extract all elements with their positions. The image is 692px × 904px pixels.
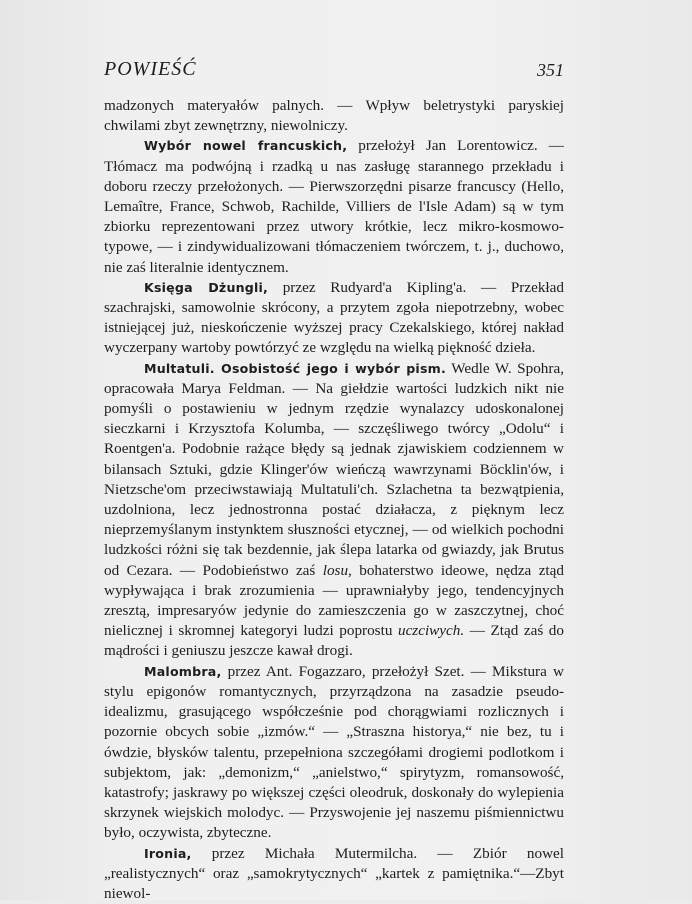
review-title: Księga Dżungli, <box>144 279 269 295</box>
italic-emphasis: losu, <box>322 561 352 579</box>
paragraph-text: — Ztąd zaś do mądrości i geniuszu jeszcze kawał drogi. <box>104 622 564 660</box>
body-text <box>104 96 564 904</box>
review-title: Multatuli. Osobistość jego i wybór pism. <box>144 360 446 376</box>
paragraph-text: przez Ant. Fogazzaro, przełożył Szet. — Mikstura w stylu epigonów romantycznych, przyrządzona na zasadzie pseudo-idealizmu, grasującego współcześnie pod chorągwiami rozlicznych i pozornie obcych sobie „izmów.“ — „Straszna historya,“ nie bez, tu i ówdzie, błysków talentu, przepełniona szczegółami drogiemi podlotkom i subjektom, jak: „demonizm,“ „anielstwo,“ spirytyzm, romansowość, katastrofy; jaskrawy po większej części oleodruk, doskonały do wylepienia skrzynek wiejskich molodyc. — Przyswojenie jej naszemu piśmiennictwu było, oczywista, zbyteczne. <box>104 662 564 842</box>
review-title: Malombra, <box>144 663 222 679</box>
review-wybor-nowel <box>104 136 564 277</box>
paragraph-text: Wedle W. Spohra, opracowała Marya Feldman. — Na giełdzie wartości ludzkich nikt nie pomyśli o postawieniu w jednym rzędzie wynalazcy udoskonalonej sieczkarni i Krzysztofa Kolumba, — szczęśliwego twórcy „Odolu“ i Roentgen'a. Podobnie rażące błędy są jednak zjawiskiem codziennem w bilansach Sztuki, gdzie Klinger'ów wieńczą wawrzynami Böcklin'ów, i Nietzsche'om przeciwstawiają Multatuli'ch. Szlachetna ta bezwątpienia, uzdolniona, lecz jednostronna postać działacza, z pięknym lecz nieprzemyślanym instynktem słuszności etycznej, — od wielkich pochodni ludzkości różni się tak bezdennie, jak ślepa latarka od gwiazdy, jak Brutus od Cezara. — Podobieństwo zaś <box>104 359 564 579</box>
review-ksiega-dzungli <box>104 278 564 359</box>
running-head-title: POWIEŚĆ <box>104 58 197 80</box>
review-malombra <box>104 662 564 844</box>
page-number: 351 <box>537 60 564 80</box>
running-head <box>104 58 564 82</box>
italic-emphasis: uczciwych. <box>397 622 465 640</box>
review-title: Wybór nowel francuskich, <box>144 138 348 154</box>
paragraph-continuation <box>104 96 564 136</box>
review-title: Ironia, <box>144 845 192 861</box>
paragraph-text: przełożył Jan Lorentowicz. — Tłómacz ma podwójną i rzadką u nas zasługę starannego przekładu i doboru rzeczy przełożonych. — Pierwszorzędni pisarze francuscy (Hello, Lemaître, France, Schwob, Rachilde, Villiers de l'Isle Adam) są w tym zbiorku reprezentowani przez utwory krótkie, lecz mikro-kosmowo-typowe, — i zindywidualizowani tłómaczeniem twórczem, t. j., duchowo, nie zaś literalnie identycznem. <box>104 137 564 276</box>
paragraph-text: bohaterstwo ideowe, nędza ztąd wypływająca i brak zrozumienia — uprawniałyby jego, tendencyjnych zresztą, impresaryów jedynie do zamieszczenia go w zaszczytnej, choć nielicznej i skromnej kategoryi ludzi poprostu <box>104 561 564 640</box>
paragraph-text: przez Michała Mutermilcha. — Zbiór nowel „realistycznych“ oraz „samokrytycznych“ „kartek z pamiętnika.“—Zbyt niewol- <box>104 844 564 902</box>
paragraph-text: przez Rudyard'a Kipling'a. — Przekład szachrajski, samowolnie skrócony, a przytem zgoła niepotrzebny, wobec istniejącej już, nieskończenie wyższej pracy Czekalskiego, której nakład wyczerpany wartoby powtórzyć ze względu na wielką piękność dzieła. <box>104 278 564 357</box>
review-ironia <box>104 844 564 904</box>
paragraph-text: madzonych materyałów palnych. — Wpływ beletrystyki paryskiej chwilami zbyt zewnętrzny, niewolniczy. <box>104 97 564 135</box>
review-multatuli <box>104 359 564 662</box>
